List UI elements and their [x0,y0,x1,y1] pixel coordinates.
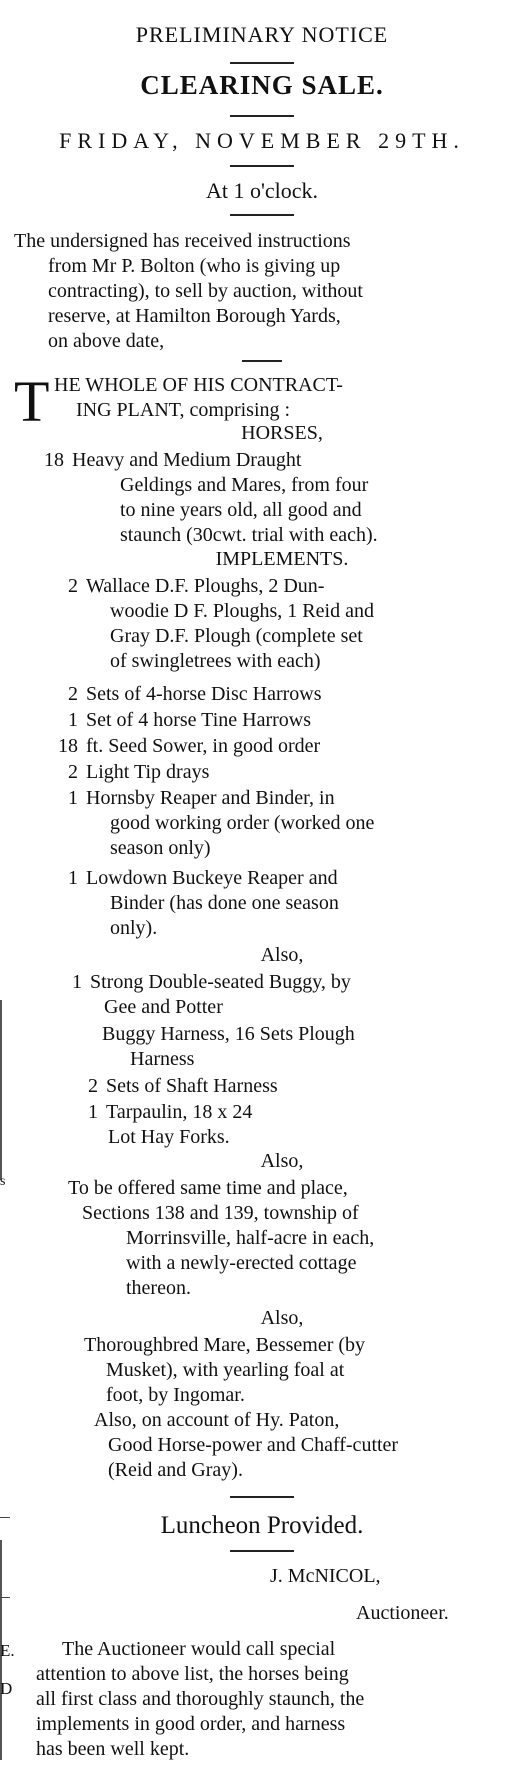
footer-line: has been well kept. [36,1738,190,1760]
item-qty: 1 [68,709,78,731]
item-line: (Reid and Gray). [108,1459,243,1481]
divider [0,1496,524,1498]
mare-text [84,1333,520,1483]
sale-date: FRIDAY, NOVEMBER 29TH. [59,128,465,153]
item-line: woodie D F. Ploughs, 1 Reid and [110,600,374,622]
list-item [50,708,311,733]
margin-rule [0,1597,10,1598]
footer-paragraph [36,1637,520,1762]
list-item [64,970,520,1020]
item-line: ft. Seed Sower, in good order [86,735,321,757]
divider [0,360,524,362]
notice-heading: PRELIMINARY NOTICE [135,22,389,47]
footer-line: implements in good order, and harness [36,1713,346,1735]
margin-mark: s [0,1174,6,1189]
footer-line: all first class and thoroughly staunch, the [36,1688,365,1710]
also-heading: Also, [260,944,304,966]
list-item [50,786,520,861]
list-item [50,734,320,759]
sale-title: CLEARING SALE. [140,70,384,100]
also-heading: Also, [260,1150,304,1172]
item-line: Morrinsville, half-acre in each, [126,1227,375,1249]
item-qty: 2 [68,761,78,783]
intro-line: from Mr P. Bolton (who is giving up [48,255,341,277]
item-line: with a newly-erected cottage [126,1252,357,1274]
auctioneer-name: J. McNICOL, [270,1565,381,1587]
implements-heading: IMPLEMENTS. [215,548,349,570]
item-line: thereon. [126,1277,191,1299]
item-line: Set of 4 horse Tine Harrows [86,709,311,731]
item-qty: 2 [68,575,78,597]
item-line: Harness [130,1048,195,1070]
item-line: To be offered same time and place, [68,1177,348,1199]
item-line: Heavy and Medium Draught [72,449,302,471]
item-line: Sets of 4-horse Disc Harrows [86,683,322,705]
item-line: Good Horse-power and Chaff-cutter [108,1434,399,1456]
item-line: Thoroughbred Mare, Bessemer (by [84,1334,366,1356]
divider [0,62,524,64]
footer-line: attention to above list, the horses being [36,1663,349,1685]
also-heading: Also, [260,1307,304,1329]
item-qty: 1 [88,1101,98,1123]
item-line: Light Tip drays [86,761,210,783]
divider [0,1550,524,1552]
lead-line: HE WHOLE OF HIS CONTRACT- [54,374,343,396]
item-line: foot, by Ingomar. [106,1384,245,1406]
item-qty: 1 [68,787,78,809]
item-line: Also, on account of Hy. Paton, [94,1409,340,1431]
intro-paragraph [14,229,520,354]
list-item [50,574,520,674]
lead-line: ING PLANT, comprising : [76,399,291,421]
item-line: to nine years old, all good and [120,499,362,521]
item-line: Lot Hay Forks. [108,1126,230,1148]
divider [0,115,524,117]
margin-mark: E. [0,1641,15,1660]
item-qty: 18 [44,449,64,471]
item-line: Musket), with yearling foal at [106,1359,345,1381]
item-line: Wallace D.F. Ploughs, 2 Dun- [86,575,325,597]
list-item [50,682,322,707]
property-text [68,1176,520,1301]
column-rule-left [0,1000,2,1180]
item-line: staunch (30cwt. trial with each). [120,524,378,546]
divider [0,165,524,167]
sale-time: At 1 o'clock. [205,178,319,203]
drop-cap: T [14,369,50,434]
divider [0,214,524,216]
item-qty: 2 [88,1075,98,1097]
list-item [80,1074,278,1099]
item-line: Sections 138 and 139, township of [82,1202,359,1224]
item-line: season only) [110,837,211,859]
item-line: Gray D.F. Plough (complete set [110,625,363,647]
item-line: Geldings and Mares, from four [120,474,369,496]
item-qty: 1 [68,867,78,889]
item-line: Binder (has done one season [110,892,339,914]
margin-mark: D [0,1679,13,1698]
item-line: Hornsby Reaper and Binder, in [86,787,335,809]
lead-text [54,373,343,423]
intro-line: contracting), to sell by auction, without [48,280,363,302]
item-line: good working order (worked one [110,812,375,834]
horses-heading: HORSES, [241,422,323,444]
item-line: Lowdown Buckeye Reaper and [86,867,338,889]
item-line: Sets of Shaft Harness [106,1075,278,1097]
intro-line: The undersigned has received instructions [14,230,351,252]
list-item [50,760,209,785]
item-line: Tarpaulin, 18 x 24 [106,1101,253,1123]
list-item [50,866,520,941]
item-line: Buggy Harness, 16 Sets Plough [102,1023,355,1045]
list-item [102,1022,520,1072]
intro-line: on above date, [48,330,165,352]
auctioneer-role: Auctioneer. [356,1602,449,1624]
list-item [80,1100,252,1125]
item-qty: 18 [58,735,78,757]
intro-line: reserve, at Hamilton Borough Yards, [48,305,341,327]
item-qty: 1 [72,971,82,993]
footer-line: The Auctioneer would call special [62,1638,336,1660]
list-item [108,1125,230,1150]
item-qty: 2 [68,683,78,705]
list-item [36,448,520,548]
item-line: of swingletrees with each) [110,650,321,672]
luncheon-line: Luncheon Provided. [160,1512,364,1539]
item-line: Gee and Potter [104,996,223,1018]
item-line: Strong Double-seated Buggy, by [90,971,351,993]
item-line: only). [110,917,158,939]
